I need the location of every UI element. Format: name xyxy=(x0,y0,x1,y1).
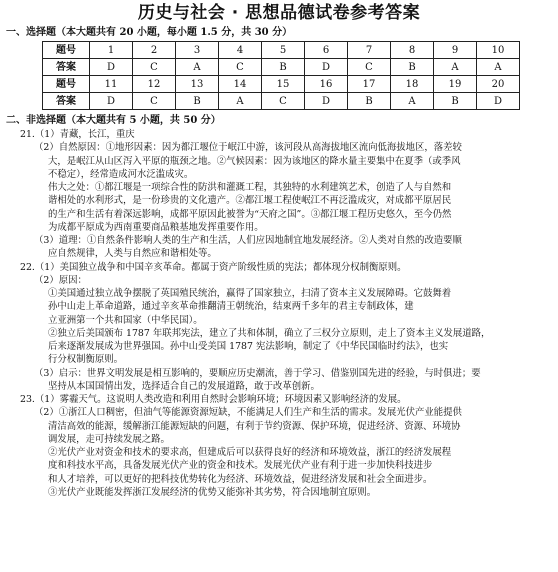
cell: 17 xyxy=(348,76,391,93)
answer-row-1 xyxy=(43,59,520,76)
text-line: 伟大之处：①都江堰是一项综合性的防洪和灌溉工程，其独特的水利建筑艺术，创造了人与自然和 xyxy=(48,182,452,193)
cell: 14 xyxy=(219,76,262,93)
answers-body xyxy=(6,128,552,499)
cell: 20 xyxy=(477,76,520,93)
cell: C xyxy=(133,59,176,76)
text-line: 行分权制衡原则。 xyxy=(48,354,124,366)
answer-row-2 xyxy=(43,93,520,110)
cell: C xyxy=(133,93,176,110)
cell: B xyxy=(391,59,434,76)
cell: D xyxy=(305,93,348,110)
cell: 11 xyxy=(90,76,133,93)
section-2-heading: 二、非选择题（本大题共有 5 小题，共 50 分） xyxy=(6,115,221,126)
row-label: 题号 xyxy=(43,76,90,93)
text-line: 立亚洲第一个共和国家（中华民国）。 xyxy=(48,314,203,326)
text-line: 清洁高效的能源，缓解浙江能源短缺的问题，有利于节约资源、保护环境，促进经济、资源、环境协 xyxy=(48,420,461,432)
text-line: 应自然规律，人类与自然应和谐相处等。 xyxy=(48,248,217,260)
cell: 19 xyxy=(434,76,477,93)
text-line: 21.（1）青藏，长江，重庆 xyxy=(20,129,135,140)
cell: D xyxy=(90,59,133,76)
page-title: 历史与社会 · 思想品德试卷参考答案 xyxy=(137,3,421,23)
cell: 8 xyxy=(391,42,434,59)
cell: 5 xyxy=(262,42,305,59)
cell: 15 xyxy=(262,76,305,93)
text-line: 大，是岷江从山区泻入平原的瓶颈之地。②气候因素：因为该地区的降水量主要集中在夏季（或季风 xyxy=(48,155,461,167)
text-line: （2）自然原因：①地形因素：因为都江堰位于岷江中游，该河段从高海拔地区流向低海拔地区，落差较 xyxy=(34,142,462,154)
text-line: 23.（1）雾霾天气。这说明人类改造和利用自然时会影响环境；环境因素又影响经济的发展。 xyxy=(20,394,407,405)
text-line: ②独立后美国颁布 1787 年联邦宪法，建立了共和体制，确立了三权分立原则，走上了资本主义发展道路， xyxy=(48,327,491,339)
cell: C xyxy=(219,59,262,76)
cell: D xyxy=(305,59,348,76)
cell: D xyxy=(477,93,520,110)
cell: 4 xyxy=(219,42,262,59)
cell: D xyxy=(90,93,133,110)
text-line: 调发展，走可持续发展之路。 xyxy=(48,433,170,445)
cell: 12 xyxy=(133,76,176,93)
cell: A xyxy=(477,59,520,76)
text-line: 度和科技水平高，具备发展光伏产业的资金和技术。发展光伏产业有利于进一步加快科技进步 xyxy=(48,460,433,472)
cell: 2 xyxy=(133,42,176,59)
text-line: ③光伏产业既能发挥浙江发展经济的优势又能弥补其劣势，符合因地制宜原则。 xyxy=(48,486,377,498)
row-label: 答案 xyxy=(43,93,90,110)
cell: 13 xyxy=(176,76,219,93)
text-line: 不稳定），经常造成河水泛滥成灾。 xyxy=(48,168,194,180)
cell: C xyxy=(262,93,305,110)
row-label: 答案 xyxy=(43,59,90,76)
text-line: ①美国通过独立战争摆脱了英国殖民统治，赢得了国家独立，扫清了资本主义发展障碍。它鼓舞着 xyxy=(48,288,452,299)
cell: B xyxy=(434,93,477,110)
cell: 1 xyxy=(90,42,133,59)
cell: 18 xyxy=(391,76,434,93)
section-1-heading: 一、选择题（本大题共有 20 小题，每小题 1.5 分，共 30 分） xyxy=(6,27,293,38)
text-line: （3）启示：世界文明发展是相互影响的，要顺应历史潮流，善于学习、借鉴别国先进的经验，与时俱进；要 xyxy=(34,367,481,379)
cell: A xyxy=(176,59,219,76)
number-row-2 xyxy=(43,76,520,93)
text-line: 和人才培养，可以更好的把科技优势转化为经济、环境效益，促进经济发展和社会全面进步。 xyxy=(48,473,433,485)
text-line: 谐相处的水利形式，是一份珍贵的文化遗产。②都江堰工程使岷江不再泛滥成灾，对成都平原居民 xyxy=(48,195,452,207)
text-line: 为成都平原成为西南重要商品粮基地发挥重要作用。 xyxy=(48,221,264,233)
cell: 3 xyxy=(176,42,219,59)
cell: 6 xyxy=(305,42,348,59)
text-line: （2）①浙江人口稠密，但油气等能源资源短缺，不能满足人们生产和生活的需求。发展光伏产业能提供 xyxy=(34,407,462,419)
text-line: （2）原因： xyxy=(34,274,87,286)
cell: B xyxy=(176,93,219,110)
cell: 16 xyxy=(305,76,348,93)
number-row-1 xyxy=(43,42,520,59)
row-label: 题号 xyxy=(43,42,90,59)
cell: 7 xyxy=(348,42,391,59)
cell: A xyxy=(219,93,262,110)
text-line: 的生产和生活有着深远影响，成都平原因此被誉为“天府之国”。③都江堰工程历史悠久，至今仍然 xyxy=(48,208,452,220)
cell: C xyxy=(348,59,391,76)
text-line: （3）道理：①自然条件影响人类的生产和生活，人们应因地制宜地发展经济。②人类对自然的改造要顺 xyxy=(34,235,462,246)
text-line: 22.（1）美国独立战争和中国辛亥革命。都属于资产阶级性质的宪法；都体现分权制衡原则。 xyxy=(20,261,407,273)
cell: 9 xyxy=(434,42,477,59)
cell: A xyxy=(391,93,434,110)
text-line: 后来逐渐发展成为世界强国。孙中山受美国 1787 宪法影响，制定了《中华民国临时约法》，也实 xyxy=(48,341,449,352)
text-line: ②光伏产业对资金和技术的要求高，但建成后可以获得良好的经济和环境效益，浙江的经济发展程 xyxy=(48,447,452,458)
answer-table xyxy=(42,41,520,110)
cell: B xyxy=(262,59,305,76)
cell: B xyxy=(348,93,391,110)
text-line: 孙中山走上革命道路，通过辛亥革命推翻清王朝统治，结束两千多年的君主专制政体，建 xyxy=(48,301,414,313)
cell: A xyxy=(434,59,477,76)
cell: 10 xyxy=(477,42,520,59)
text-line: 坚持从本国国情出发，选择适合自己的发展道路，敢于改革创新。 xyxy=(48,380,320,392)
